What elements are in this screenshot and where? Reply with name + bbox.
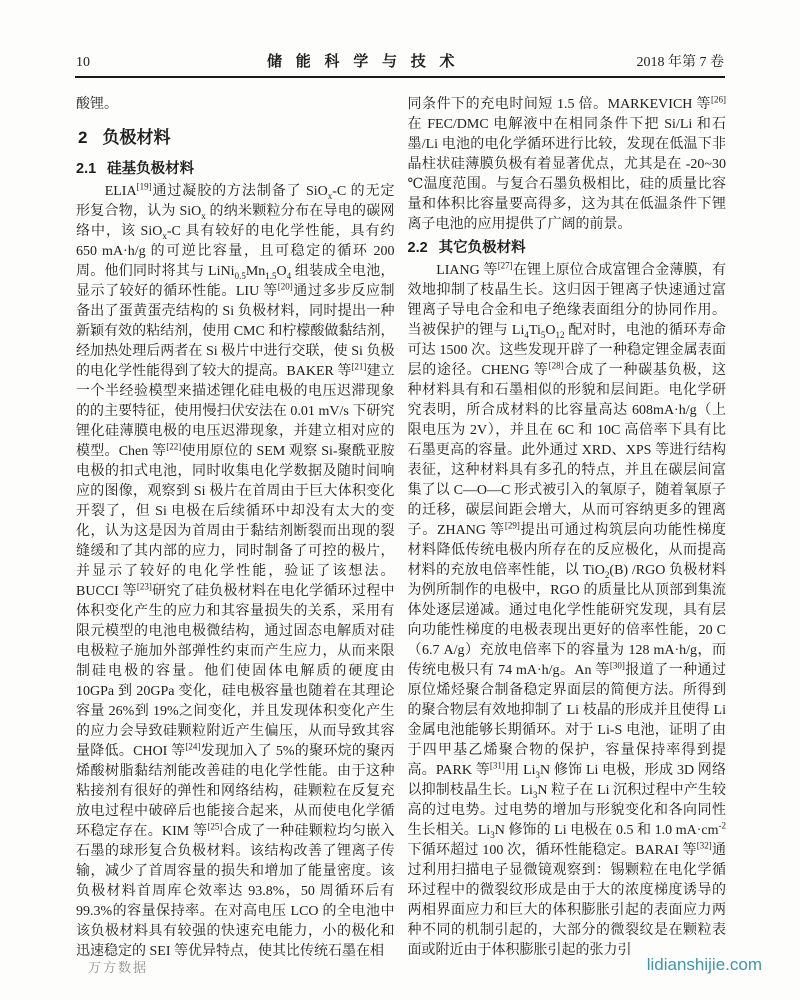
citation-ref: [21] xyxy=(351,361,367,372)
continued-paragraph: 同条件下的充电时间短 1.5 倍。MARKEVICH 等[26]在 FEC/DMC 电解液中在相同条件下把 Si/Li 和石墨/Li 电池的电化学循环进行比较，发现在低温下非晶柱状硅薄膜负极有着显著优点，尤其是在 -20~30 ℃温度范围。与复合石墨负极相比，硅的质量比容量和体积比容量要高得多，这为其在低温条件下锂离子电池的应用提供了广阔的前景。 xyxy=(407,95,726,232)
subscript: 5 xyxy=(540,329,546,340)
continued-paragraph: 酸锂。 xyxy=(76,97,118,112)
citation-ref: [32] xyxy=(696,840,712,851)
heading-number: 2.2 xyxy=(407,240,428,256)
superscript: -2 xyxy=(718,820,726,831)
subscript: 3 xyxy=(535,769,541,780)
citation-ref: [25] xyxy=(207,821,223,832)
citation-ref: [23] xyxy=(136,581,152,592)
header-rule xyxy=(75,76,725,78)
subscript: x xyxy=(162,230,167,241)
subscript: 12 xyxy=(555,329,565,340)
citation-ref: [24] xyxy=(185,741,201,752)
subscript: 3 xyxy=(490,829,495,840)
citation-ref: [20] xyxy=(277,281,293,292)
journal-title: 储 能 科 学 与 技 术 xyxy=(266,54,460,70)
citation-ref: [19] xyxy=(136,181,152,192)
paragraph-other-anodes: LIANG 等[27]在锂上原位合成富锂合金薄膜，有效地抑制了枝晶生长。这归因于锂离子快速通过富锂离子导电合金和电子绝缘表面组分的协同作用。当被保护的锂与 $Li_4Ti_5O_{12}$ 配对时，电池的循环寿命可达 1500 次。这些发现开辟了一种稳定锂金属表面层的途径。CHENG 等[28]合成了一种碳基负极，这种材料具有和石墨相似的形貌和层间距。电化学研究表明，所合成材料的比容量高达 608mA·h/g（上限电压为 2V），并且在 6C 和 10C 高倍率下具有比石墨更高的容量。此外通过 XRD、XPS 等进行结构表征，这种材料具有多孔的特点，并且在碳层间富集了以 C—O—C 形式被引入的氧原子，随着氧原子的迁移，碳层间距会增大，从而可容纳更多的锂离子。ZHANG 等[29]提出可通过构筑层向功能性梯度材料降低传统电极内所存在的反应极化，从而提高材料的充放电倍率性能，以 TiO$_2$(B) /RGO 负极材料为例所制作的电极中，RGO 的质量比从顶部到集流体处逐层递减。通过电化学性能研究发现，具有层向功能性梯度的电极表现出更好的倍率性能，20 C（6.7 A/g）充放电倍率下的容量为 128 mA·h/g，而传统电极只有 74 mA·h/g。An 等[30]报道了一种通过原位烯烃聚合制备稳定界面层的简便方法。所得到的聚合物层有效地抑制了 Li 枝晶的形成并且使得 Li 金属电池能够长期循环。对于 Li-S 电池，证明了由于四甲基乙烯聚合物的保护，容量保持率得到提高。PARK 等[31]用 $Li_3N$ 修饰 Li 电极，形成 3D 网络以抑制枝晶生长。$Li_3N$ 粒子在 Li 沉积过程中产生较高的过电势。过电势的增加与形貌变化和各向同性生长相关。$Li_3N$ 修饰的 Li 电极在 0.5 和 1.0 $mA\cdot cm^{-2}$ 下循环超过 100 次，循环性能稳定。BARAI 等[32]通过利用扫描电子显微镜观察到：锡颗粒在电化学循环过程中的微裂纹形成是由于大的浓度梯度诱导的两相界面应力和巨大的体积膨胀引起的表面应力两种不同的机制引起的，大部分的微裂纹是在颗粒表面或附近由于体积膨胀引起的张力引 xyxy=(407,260,726,958)
subscript: 4 xyxy=(524,329,529,340)
heading-number: 2 xyxy=(78,128,88,147)
paragraph-silicon-anodes: ELIA[19]通过凝胶的方法制备了 SiO$_x$-C 的无定形复合物，认为 SiO$_x$ 的纳米颗粒分布在导电的碳网络中，该 SiO$_x$-C 具有较好的电化学性能，具有约 650 mA·h/g 的可逆比容量，且可稳定的循环 200 周。他们同时将其与 $LiNi_{0.5}Mn_{1.5}O_4$ 组装成全电池，显示了较好的循环性能。LIU 等[20]通过多步反应制备出了蛋黄蛋壳结构的 Si 负极材料，同时提出一种新颖有效的粘结剂，使用 CMC 和柠檬酸做黏结剂，经加热处理后两者在 Si 极片中进行交联，使 Si 负极的电化学性能得到了较大的提高。BAKER 等[21]建立一个半经验模型来描述锂化硅电极的电压迟滞现象的的主要特征，使用慢扫伏安法在 0.01 mV/s 下研究锂化硅薄膜电极的电压迟滞现象，并建立相对应的模型。Chen 等[22]使用原位的 SEM 观察 Si-聚酰亚胺电极的扣式电池，同时收集电化学数据及随时间响应的图像，观察到 Si 极片在首周由于巨大体积变化开裂了，但 Si 电极在后续循环中却没有太大的变化，认为这是因为首周由于黏结剂断裂而出现的裂缝缓和了其内部的应力，同时制备了可控的极片，并显示了较好的电化学性能，验证了该想法。BUCCI 等[23]研究了硅负极材料在电化学循环过程中体积变化产生的应力和其容量损失的关系，采用有限元模型的电池电极微结构，通过固态电解质对硅电极粒子施加外部弹性约束而产生应力，从而来限制硅电极的容量。他们使固体电解质的硬度由 10GPa 到 20GPa 变化，硅电极容量也随着在其理论容量 26%到 19%之间变化，并且发现体积变化产生的应力会导致硅颗粒附近产生偏压，从而导致其容量降低。CHOI 等[24]发现加入了 5%的聚环烷的聚丙烯酸树脂黏结剂能改善硅的电化学性能。由于这种粘接剂有很好的弹性和网络结构，硅颗粒在反复充放电过程中破碎后也能接合起来，从而使电化学循环稳定存在。KIM 等[25]合成了一种硅颗粒均匀嵌入石墨的球形复合负极材料。该结构改善了锂离子传输，减少了首周容量的损失和增加了能量密度。该负极材料首周库仑效率达 93.8%，50 周循环后有 99.3%的容量保持率。在对高电压 LCO 的全电池中该负极材料具有较强的快速充电能力，小的极化和迅速稳定的 SEI 等优异特点，使其比传统石墨在相 xyxy=(76,181,395,959)
citation-ref: [28] xyxy=(548,360,564,371)
left-column xyxy=(76,95,395,963)
citation-ref: [31] xyxy=(489,760,505,771)
subscript: 2 xyxy=(604,569,610,580)
lidianshijie-watermark: lidianshijie.com xyxy=(646,955,762,974)
volume-info: 2018 年第 7 卷 xyxy=(636,55,724,70)
heading-number: 2.1 xyxy=(76,161,97,177)
citation-ref: [29] xyxy=(504,520,520,531)
subscript: 1.5 xyxy=(265,270,277,281)
citation-ref: [27] xyxy=(497,260,513,271)
heading-title: 硅基负极材料 xyxy=(107,161,195,177)
page-header xyxy=(76,50,724,71)
heading-title: 负极材料 xyxy=(102,128,171,147)
subscript: x xyxy=(327,190,333,201)
subscript: 4 xyxy=(286,270,292,281)
subscript: 3 xyxy=(532,789,538,800)
subsection-heading xyxy=(76,159,395,179)
subscript: 0.5 xyxy=(234,270,246,281)
section-heading xyxy=(78,127,395,149)
wanfang-data-watermark: 万方数据 xyxy=(88,960,149,975)
subscript: x xyxy=(201,210,206,221)
citation-ref: [26] xyxy=(711,95,726,105)
subsection-heading xyxy=(408,238,727,258)
heading-title: 其它负极材料 xyxy=(438,240,526,256)
right-column xyxy=(408,95,727,963)
article-body xyxy=(76,95,726,963)
citation-ref: [22] xyxy=(166,441,182,452)
page-number: 10 xyxy=(76,55,90,70)
citation-ref: [30] xyxy=(609,660,625,671)
